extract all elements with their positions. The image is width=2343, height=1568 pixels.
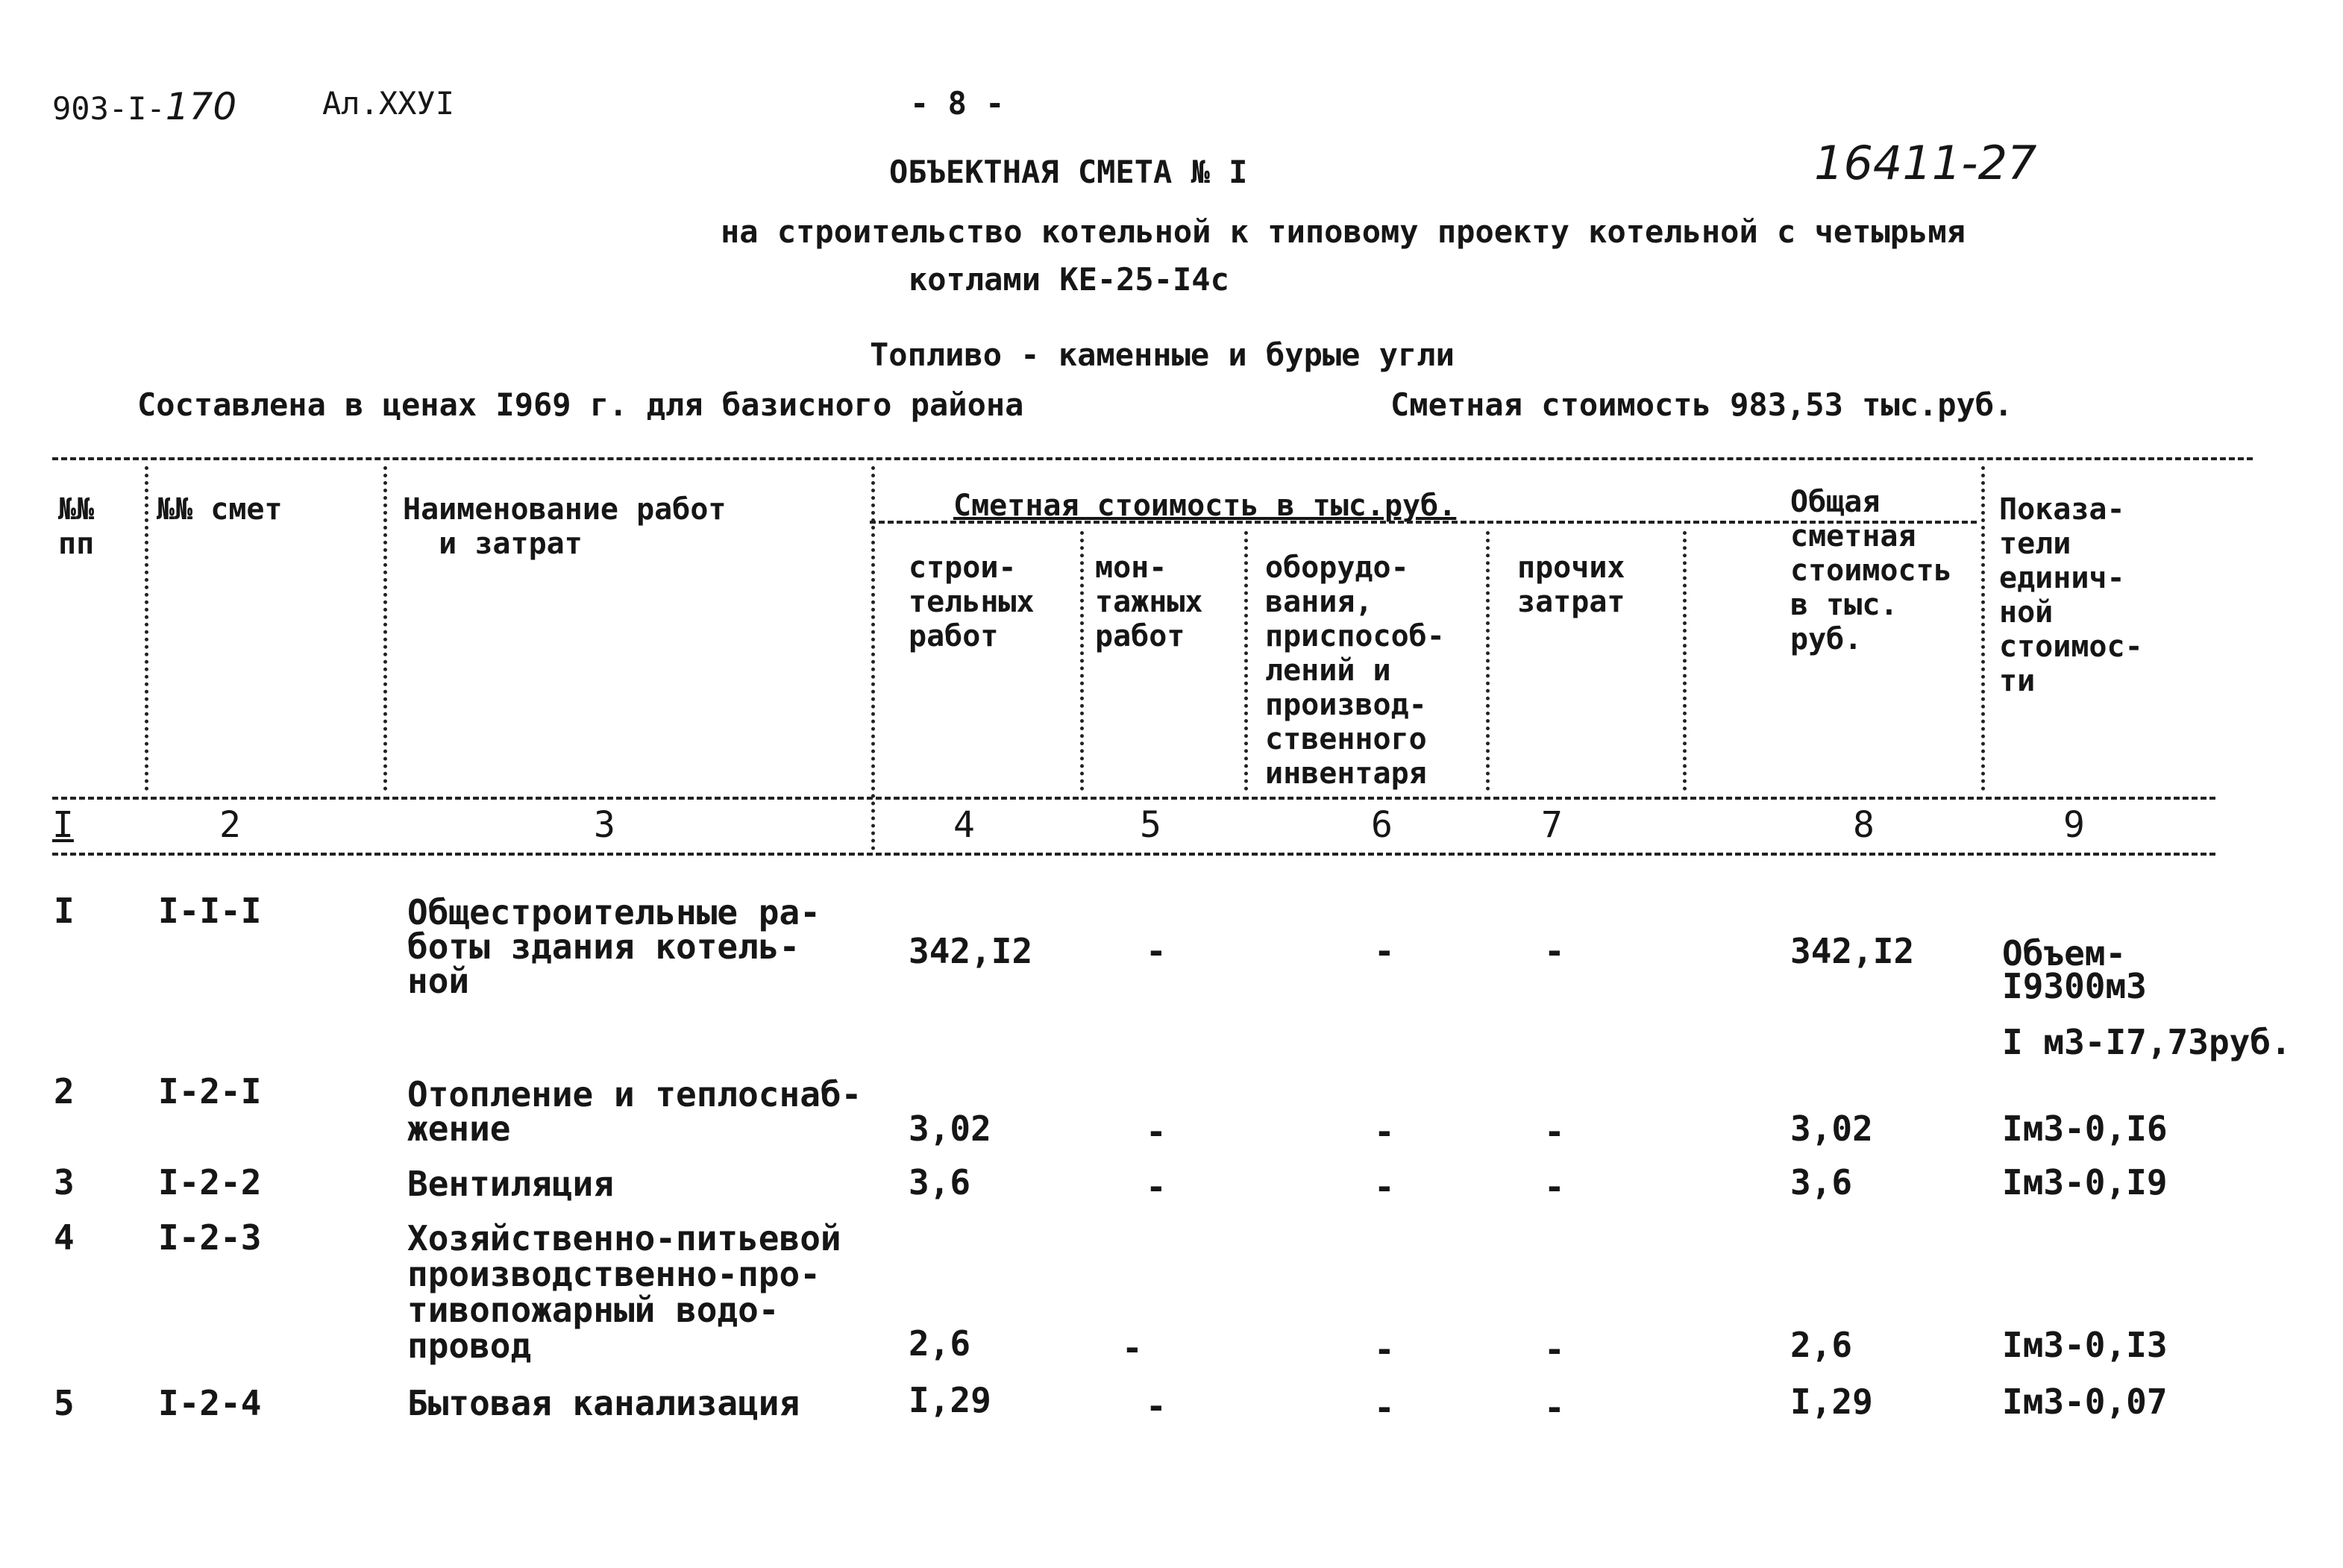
header-installation-works: мон- тажных работ <box>1095 551 1203 653</box>
column-separator <box>383 466 387 791</box>
total-cost: 3,6 <box>1790 1162 1853 1202</box>
column-number: 5 <box>1140 804 1161 846</box>
unit-indicator: Iм3-0,07 <box>2002 1382 2168 1422</box>
column-separator <box>1683 531 1687 791</box>
column-number: 9 <box>2063 804 2085 846</box>
header-estimate-number: №№ смет <box>157 492 283 527</box>
installation-cost: - <box>1146 1167 1167 1207</box>
header-other-costs: прочих затрат <box>1517 551 1625 619</box>
unit-indicator: Iм3-0,I6 <box>2002 1108 2168 1149</box>
other-cost: - <box>1544 1111 1565 1152</box>
total-cost: I,29 <box>1790 1382 1873 1422</box>
row-number: 4 <box>54 1217 75 1258</box>
column-number: 4 <box>953 804 975 846</box>
construction-cost: 3,02 <box>909 1108 991 1149</box>
column-separator <box>1244 531 1248 791</box>
column-number: 6 <box>1371 804 1393 846</box>
column-separator <box>145 466 148 791</box>
column-number: 3 <box>594 804 615 846</box>
column-separator <box>1080 531 1084 791</box>
column-number: 2 <box>219 804 241 846</box>
fuel-note: Топливо - каменные и бурые угли <box>870 336 1455 373</box>
total-cost: 3,02 <box>1790 1108 1873 1149</box>
row-number: 5 <box>54 1383 75 1423</box>
construction-cost: 342,I2 <box>909 931 1033 971</box>
archive-stamp-number: 16411-27 <box>1814 136 2037 190</box>
column-separator <box>1486 531 1490 791</box>
other-cost: - <box>1544 931 1565 971</box>
other-cost: - <box>1544 1387 1565 1428</box>
estimate-code: I-2-I <box>158 1071 262 1111</box>
work-name: Вентиляция <box>407 1164 614 1204</box>
construction-cost: I,29 <box>909 1380 991 1420</box>
column-number: 8 <box>1853 804 1875 846</box>
installation-cost: - <box>1146 931 1167 971</box>
unit-indicator: Объем- I9300м3 <box>2002 933 2147 1006</box>
document-title: ОБЪЕКТНАЯ СМЕТА № I <box>889 154 1248 190</box>
table-top-rule <box>52 457 2253 460</box>
subtitle-line-2: котлами КЕ-25-I4с <box>909 261 1229 298</box>
page-number: - 8 - <box>910 85 1005 122</box>
estimated-total-cost: Сметная стоимость 983,53 тыс.руб. <box>1390 386 2013 423</box>
installation-cost: - <box>1146 1386 1167 1426</box>
construction-cost: 2,6 <box>909 1323 971 1364</box>
installation-cost: - <box>1122 1328 1143 1368</box>
subtitle-line-1: на строительство котельной к типовому проекту котельной с четырьмя <box>721 213 1966 250</box>
construction-cost: 3,6 <box>909 1162 971 1202</box>
column-separator <box>871 466 875 850</box>
column-separator <box>1981 466 1985 791</box>
equipment-cost: - <box>1374 1167 1395 1207</box>
header-construction-works: строи- тельных работ <box>909 551 1035 653</box>
header-equipment: оборудо- вания, приспособ- лений и производ- ственного инвентаря <box>1265 551 1445 791</box>
equipment-cost: - <box>1374 1111 1395 1152</box>
unit-indicator: Iм3-0,I9 <box>2002 1162 2168 1202</box>
estimate-code: I-I-I <box>158 891 262 931</box>
installation-cost: - <box>1146 1111 1167 1152</box>
column-number-rule <box>52 853 2215 856</box>
estimate-code: I-2-4 <box>158 1383 262 1423</box>
unit-indicator-per-m3: I м3-I7,73руб. <box>2002 1022 2292 1062</box>
estimate-code: I-2-3 <box>158 1217 262 1258</box>
equipment-cost: - <box>1374 1387 1395 1428</box>
other-cost: - <box>1544 1167 1565 1207</box>
header-cost-group: Сметная стоимость в тыс.руб. <box>953 489 1457 523</box>
row-number: 3 <box>54 1162 75 1202</box>
work-name: Общестроительные ра- боты здания котель- ной <box>407 892 821 1001</box>
header-bottom-rule <box>52 797 2215 800</box>
total-cost: 2,6 <box>1790 1325 1853 1365</box>
other-cost: - <box>1544 1329 1565 1370</box>
estimate-code: I-2-2 <box>158 1162 262 1202</box>
total-cost: 342,I2 <box>1790 931 1915 971</box>
header-row-number: №№ пп <box>58 492 95 561</box>
document-code-printed: 903-I- <box>52 90 166 127</box>
document-code-handwritten: 170 <box>165 85 237 128</box>
column-number: I <box>52 804 74 846</box>
header-unit-indicators: Показа- тели единич- ной стоимос- ти <box>1999 492 2143 698</box>
equipment-cost: - <box>1374 931 1395 971</box>
work-name: Отопление и теплоснаб- жение <box>407 1074 862 1149</box>
unit-indicator: Iм3-0,I3 <box>2002 1325 2168 1365</box>
work-name: Бытовая канализация <box>407 1383 800 1423</box>
row-number: I <box>54 891 75 931</box>
header-work-name: Наименование работ и затрат <box>403 492 727 561</box>
document-code <box>52 85 237 128</box>
row-number: 2 <box>54 1071 75 1111</box>
price-basis-note: Составлена в ценах I969 г. для базисного района <box>137 386 1024 423</box>
column-number: 7 <box>1541 804 1563 846</box>
work-name: Хозяйственно-питьевой производственно-про- тивопожарный водо- провод <box>407 1218 841 1366</box>
header-total-cost: Общая сметная стоимость в тыс. руб. <box>1790 485 1952 656</box>
equipment-cost: - <box>1374 1329 1395 1370</box>
album-number: Ал.XXУI <box>322 85 455 122</box>
